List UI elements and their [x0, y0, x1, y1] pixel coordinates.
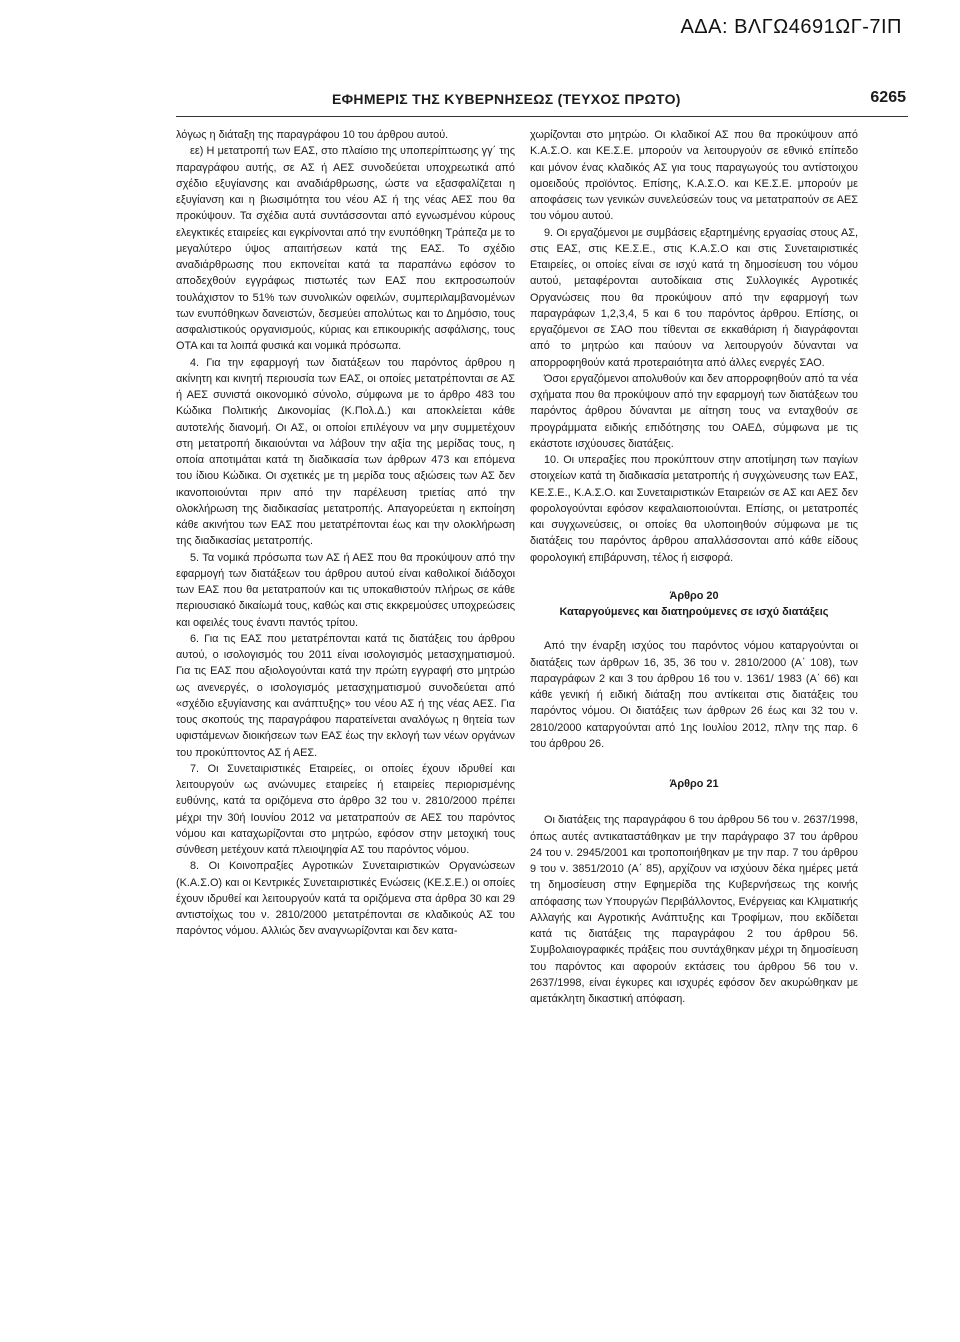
paragraph: 5. Τα νομικά πρόσωπα των ΑΣ ή ΑΕΣ που θα προκύψουν από την εφαρμογή των διατάξεων του άρθρου αυτού είναι καθολικοί διάδοχοι των ΕΑΣ που θα μετατραπούν και τις υποκαθιστούν πλήρως σε κάθε περιουσιακό δικαίωμά τους, καθώς και στις εκκρεμούσες υποχρεώσεις και οφειλές τους έναντι παντός τρίτου. — [176, 551, 515, 629]
left-column — [176, 127, 515, 940]
paragraph: 9. Οι εργαζόμενοι με συμβάσεις εξαρτημένης εργασίας στους ΑΣ, στις ΕΑΣ, στις ΚΕ.Σ.Ε., στις Κ.Α.Σ.Ο και στις Συνεταιριστικές Εταιρείες, οι οποίες είναι σε ισχύ κατά τη δημοσίευση του νόμου αυτού, μεταφέρονται αυτοδίκαια στις Συλλογικές Αγροτικές Οργανώσεις που θα προκύψουν από την εφαρμογή των παραγράφων 1,2,3,4, 5 και 6 του παρόντος άρθρου. Επίσης, οι εργαζόμενοι σε ΣΑΟ που τίθενται σε εκκαθάριση ή διαγράφονται από το μητρώο και παύουν να λειτουργούν δύνανται να απορροφηθούν κατά προτεραιότητα από άλλες ενεργές ΣΑΟ. — [530, 226, 858, 369]
right-column — [530, 127, 858, 1007]
article-20-text: Από την έναρξη ισχύος του παρόντος νόμου καταργούνται οι διατάξεις των άρθρων 16, 35, 36 του ν. 2810/2000 (Α΄ 108), των παραγράφων 2 και 3 του άρθρου 16 του ν. 1361/ 1983 (Α΄ 66) και κάθε γενική ή ειδική διάταξη που αντίκειται στις διατάξεις του παρόντος νόμου. Οι διατάξεις των άρθρων 26 έως και 32 του ν. 2810/2000 καταργούνται από 1ης Ιουλίου 2012, πλην της παρ. 6 του άρθρου 26. — [530, 640, 858, 750]
paragraph: 6. Για τις ΕΑΣ που μετατρέπονται κατά τις διατάξεις του άρθρου αυτού, ο ισολογισμός του 2011 είναι ισολογισμός μετασχηματισμού. Για τις ΕΑΣ που αξιολογούνται κατά την πρώτη εγγραφή στο μητρώο ως ανενεργές, ο ισολογισμός μετασχηματισμού συνοδεύεται από «σχέδιο εξυγίανσης και ανάπτυξης» του νέου ΑΣ ή της νέας ΑΕΣ. Για τους σκοπούς της παραγράφου παρατείνεται αναλόγως η θητεία των υφιστάμενων διοικήσεων των ΕΑΣ έως την εκλογή των νέων οργάνων του προκύπτοντος ΑΣ ή ΑΕΣ. — [176, 632, 515, 759]
paragraph: λόγως η διάταξη της παραγράφου 10 του άρθρου αυτού. — [176, 129, 449, 141]
page-number: 6265 — [870, 89, 906, 106]
article-20-subtitle: Καταργούμενες και διατηρούμενες σε ισχύ διατάξεις — [559, 606, 829, 618]
article-21-title: Άρθρο 21 — [669, 778, 719, 790]
paragraph: 10. Οι υπεραξίες που προκύπτουν στην αποτίμηση των παγίων στοιχείων κατά τη διαδικασία μετατροπής ή συγχώνευσης των ΕΑΣ, ΚΕ.Σ.Ε., Κ.Α.Σ.Ο. και Συνεταιριστικών Εταιρειών σε ΑΣ και ΑΕΣ δεν φορολογούνται εφόσον κεφαλαιοποιούνται. Επίσης, οι μετατροπές και συγχωνεύσεις, οι οποίες θα υλοποιηθούν σύμφωνα με τις διατάξεις του παρόντος άρθρου απαλλάσσονται από κάθε είδους φορολογική επιβάρυνση, τέλος ή εισφορά. — [530, 454, 858, 564]
article-21-text: Οι διατάξεις της παραγράφου 6 του άρθρου 56 του ν. 2637/1998, όπως αυτές αντικαταστάθηκαν με την παράγραφο 37 του άρθρου 24 του ν. 2945/2001 και τροποποιήθηκαν με την παρ. 7 του άρθρου 9 του ν. 3851/2010 (Α΄ 85), αρχίζουν να ισχύουν δέκα ημέρες μετά τη δημοσίευση στην Εφημερίδα της Κυβερνήσεως της κοινής απόφασης των Υπουργών Περιβάλλοντος, Ενέργειας και Κλιματικής Αλλαγής και Αγροτικής Ανάπτυξης και Τροφίμων, που εκδίδεται κατά τις διατάξεις της παραγράφου 2 του άρθρου 56. Συμβολαιογραφικές πράξεις που συντάχθηκαν μέχρι τη δημοσίευση του παρόντος και αφορούν εκτάσεις του άρθρου 56 του ν. 2637/1998, είναι έγκυρες και ισχυρές εφόσον δεν ακυρώθηκαν με αμετάκλητη δικαστική απόφαση. — [530, 814, 858, 1005]
article-20-title: Άρθρο 20 — [669, 589, 719, 602]
ada-code: ΑΔΑ: ΒΛΓΩ4691ΩΓ-7ΙΠ — [680, 16, 902, 38]
paragraph: χωρίζονται στο μητρώο. Οι κλαδικοί ΑΣ που θα προκύψουν από Κ.Α.Σ.Ο. και ΚΕ.Σ.Ε. μπορούν να λειτουργούν σε εθνικό επίπεδο και μόνον ένας κλαδικός ΑΣ για τους παραγωγούς του αντίστοιχου ομοειδούς προϊόντος. Επίσης, Κ.Α.Σ.Ο. και ΚΕ.Σ.Ε. μπορούν με αποφάσεις των γενικών συνελεύσεών τους να μετατραπούν σε ΑΕΣ του νόμου αυτού. — [530, 129, 858, 223]
paragraph: εε) Η μετατροπή των ΕΑΣ, στο πλαίσιο της υποπερίπτωσης γγ΄ της παραγράφου αυτής, σε ΑΣ ή ΑΕΣ συνοδεύεται υποχρεωτικά από σχέδιο εξυγίανσης και αναδιάρθρωσης, ώστε να εξασφαλίζεται η εξυγίανση και η βιωσιμότητα του νέου ΑΣ ή της νέας ΑΕΣ που θα προκύψουν. Τα σχέδια αυτά συντάσσονται από εγνωσμένου κύρους ελεγκτικές εταιρείες και εγκρίνονται από την ενυπόθηκη Τράπεζα με το μεγαλύτερο ύψος απαιτήσεων κατά της ΕΑΣ. Το σχέδιο αναδιάρθρωσης που εκπονείται κατά τα παραπάνω εφόσον το αποδεχθούν εγγράφως πιστωτές των ΕΑΣ που εκπροσωπούν τουλάχιστον το 51% των συνολικών οφειλών, συμπεριλαμβανομένων των ενυπόθηκων δανειστών, δεσμεύει απολύτως και το Δημόσιο, τους ασφαλιστικούς οργανισμούς, κύριας και επικουρικής ασφάλισης, τους ΟΤΑ και τα λοιπά φυσικά και νομικά πρόσωπα. — [176, 145, 515, 353]
gazette-title: ΕΦΗΜΕΡΙΣ ΤΗΣ ΚΥΒΕΡΝΗΣΕΩΣ (ΤΕΥΧΟΣ ΠΡΩΤΟ) — [332, 91, 681, 107]
paragraph: Όσοι εργαζόμενοι απολυθούν και δεν απορροφηθούν από τα νέα σχήματα που θα προκύψουν από την εφαρμογή των διατάξεων του παρόντος άρθρου δύνανται με αίτηση τους να ενταχθούν σε προγράμματα ειδικής επιδότησης του ΟΑΕΔ, σύμφωνα με τις εκάστοτε ισχύουσες διατάξεις. — [530, 372, 858, 450]
paragraph: 8. Οι Κοινοπραξίες Αγροτικών Συνεταιριστικών Οργανώσεων (Κ.Α.Σ.Ο) και οι Κεντρικές Συνεταιριστικές Ενώσεις (ΚΕ.Σ.Ε.) οι οποίες έχουν ιδρυθεί και λειτουργούν κατά τα οριζόμενα στα άρθρα 30 και 29 αντιστοίχως του ν. 2810/2000 μετατρέπονται σε κλαδικούς ΑΣ του παρόντος νόμου. Αλλιώς δεν αναγνωρίζονται και δεν κατα- — [176, 860, 515, 938]
page-header — [332, 91, 906, 113]
paragraph: 4. Για την εφαρμογή των διατάξεων του παρόντος άρθρου η ακίνητη και κινητή περιουσία των ΕΑΣ, οι οποίες μετατρέπονται σε ΑΣ ή ΑΕΣ συνιστά οικονομικό σύνολο, σύμφωνα με το άρθρο 483 του Κώδικα Πολιτικής Δικονομίας (Κ.Πολ.Δ.) και αποκλείεται κάθε αυτοτελής διανομή. Οι ΑΣ, οι οποίοι επιλέγουν να μην συμμετέχουν στη μετατροπή δικαιούνται να λάβουν την αξία της μερίδας τους, η οποία αποτιμάται κατά τη διαδικασία των άρθρων 473 και επόμενα του ίδιου Κώδικα. Οι σχετικές με τη μερίδα τους αξιώσεις των ΑΣ δεν ικανοποιούνται πριν από την παρέλευση τριετίας από την ολοκλήρωση της διαδικασίας μετατροπής. Απαγορεύεται η εκποίηση κάθε ακινήτου των ΕΑΣ που μετατρέπονται έως και την ολοκλήρωση της διαδικασίας μετατροπής. — [176, 356, 515, 548]
paragraph: 7. Οι Συνεταιριστικές Εταιρείες, οι οποίες έχουν ιδρυθεί και λειτουργούν ως ανώνυμες εταιρείες ή εταιρείες περιορισμένης ευθύνης, κατά τα οριζόμενα στο άρθρο 32 του ν. 2810/2000 πρέπει μέχρι την 30ή Ιουνίου 2012 να μετατραπούν σε ΑΕΣ του παρόντος νόμου και καταχωρίζονται στο μητρώο, εφόσον στην μετοχική τους σύνθεση μετέχουν κατά πλειοψηφία ΑΣ του παρόντος νόμου. — [176, 762, 515, 856]
header-rule — [176, 116, 908, 117]
